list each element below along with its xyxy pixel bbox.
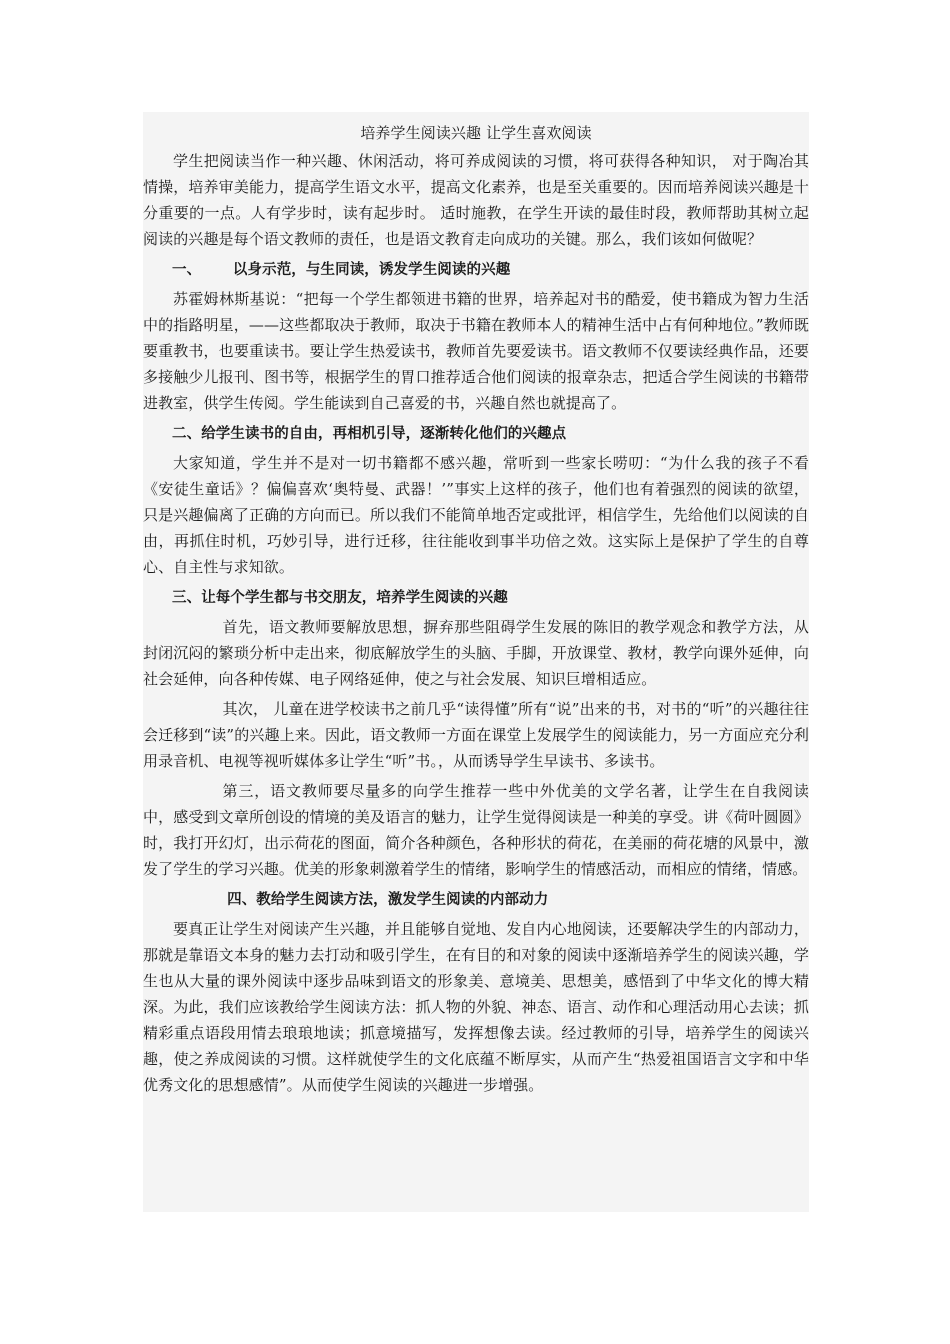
document-body: [143, 120, 809, 1098]
section-3-paragraph-3: 第三，语文教师要尽量多的向学生推荐一些中外优美的文学名著，让学生在自我阅读中，感受到文章所创设的情境的美及语言的魅力，让学生觉得阅读是一种美的享受。讲《荷叶圆圆》时，我打开幻灯，出示荷花的图面，简介各种颜色，各种形状的荷花，在美丽的荷花塘的风景中，激发了学生的学习兴趣。优美的形象刺激着学生的情绪，影响学生的情感活动，而相应的情绪，情感。: [143, 782, 809, 878]
section-3-paragraph-1: 首先，语文教师要解放思想，摒弃那些阻碍学生发展的陈旧的教学观念和教学方法，从封闭沉闷的繁琐分析中走出来，彻底解放学生的头脑、手脚，开放课堂、教材，教学向课外延伸，向社会延伸，向各种传媒、电子网络延伸，使之与社会发展、知识巨增相适应。: [143, 618, 809, 688]
section-1-paragraph: 苏霍姆林斯基说：“把每一个学生都领进书籍的世界，培养起对书的酷爱，使书籍成为智力生活中的指路明星，——这些都取决于教师，取决于书籍在教师本人的精神生活中占有何种地位。”教师既要重教书，也要重读书。要让学生热爱读书，教师首先要爱读书。语文教师不仅要读经典作品，还要多接触少儿报刊、图书等，根据学生的胃口推荐适合他们阅读的报章杂志，把适合学生阅读的书籍带进教室，供学生传阅。学生能读到自己喜爱的书，兴趣自然也就提高了。: [143, 290, 809, 412]
section-3-heading: 三、让每个学生都与书交朋友，培养学生阅读的兴趣: [172, 590, 508, 606]
section-2-heading: 二、给学生读书的自由，再相机引导，逐渐转化他们的兴趣点: [172, 426, 567, 442]
section-2-paragraph: 大家知道，学生并不是对一切书籍都不感兴趣，常听到一些家长唠叨：“为什么我的孩子不看《安徒生童话》？偏偏喜欢‘奥特曼、武器！’”事实上这样的孩子，他们也有着强烈的阅读的欲望，只是兴趣偏离了正确的方向而已。所以我们不能简单地否定或批评，相信学生，先给他们以阅读的自由，再抓住时机，巧妙引导，进行迁移，往往能收到事半功倍之效。这实际上是保护了学生的自尊心、自主性与求知欲。: [143, 454, 809, 576]
section-1-number: 一、: [172, 262, 202, 278]
intro-paragraph: 学生把阅读当作一种兴趣、休闲活动，将可养成阅读的习惯，将可获得各种知识， 对于陶冶其情操，培养审美能力，提高学生语文水平，提高文化素养，也是至关重要的。因而培养阅读兴趣是十分重要的一点。人有学步时，读有起步时。 适时施教，在学生开读的最佳时段，教师帮助其树立起阅读的兴趣是每个语文教师的责任，也是语文教育走向成功的关键。那么，我们该如何做呢？: [143, 152, 809, 248]
document-title: 培养学生阅读兴趣 让学生喜欢阅读: [360, 124, 592, 142]
section-4-heading: 四、教给学生阅读方法，激发学生阅读的内部动力: [227, 892, 549, 908]
section-1-heading: [143, 257, 809, 283]
section-3-paragraph-2: 其次， 儿童在进学校读书之前几乎“读得懂”所有“说”出来的书，对书的“听”的兴趣往往会迁移到“读”的兴趣上来。因此，语文教师一方面在课堂上发展学生的阅读能力，另一方面应充分利用录音机、电视等视听媒体多让学生“听”书。，从而诱导学生早读书、多读书。: [143, 700, 809, 770]
section-1-title: 以身示范，与生同读，诱发学生阅读的兴趣: [232, 262, 511, 278]
section-4-paragraph: 要真正让学生对阅读产生兴趣，并且能够自觉地、发自内心地阅读，还要解决学生的内部动力，那就是靠语文本身的魅力去打动和吸引学生，在有目的和对象的阅读中逐渐培养学生的阅读兴趣，学生也从大量的课外阅读中逐步品味到语文的形象美、意境美、思想美，感悟到了中华文化的博大精深。为此，我们应该教给学生阅读方法：抓人物的外貌、神态、语言、动作和心理活动用心去读；抓精彩重点语段用情去琅琅地读；抓意境描写，发挥想像去读。经过教师的引导，培养学生的阅读兴趣，使之养成阅读的习惯。这样就使学生的文化底蕴不断厚实，从而产生“热爱祖国语言文字和中华优秀文化的思想感情”。从而使学生阅读的兴趣进一步增强。: [143, 920, 809, 1094]
